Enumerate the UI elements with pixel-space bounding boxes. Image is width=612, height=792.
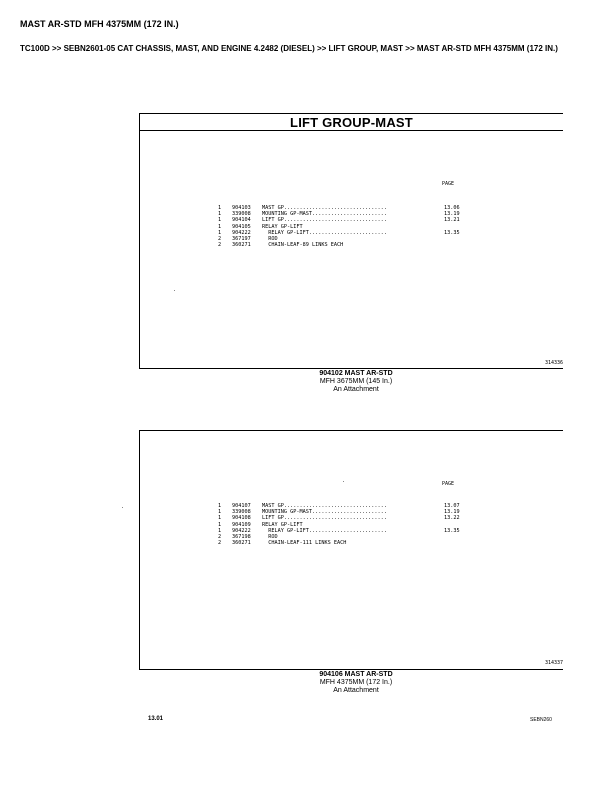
parts-row	[218, 540, 464, 546]
part-description: ROD	[262, 533, 278, 540]
page-ref: 13.35	[444, 229, 460, 236]
document-code: SEBN260	[530, 717, 552, 723]
part-description: MAST GP.................................	[262, 503, 387, 509]
part-description: RELAY GP-LIFT	[262, 521, 303, 528]
part-number: 367197	[232, 235, 251, 242]
page-ref	[444, 242, 464, 248]
page-ref: 13.07	[444, 503, 460, 509]
qty: 2	[218, 533, 222, 540]
parts-list	[218, 503, 464, 546]
lift-group-panel-a	[139, 113, 563, 369]
part-number: 904222	[232, 229, 251, 236]
caption-line: 904106 MAST AR-STD	[319, 671, 393, 678]
part-number: 367198	[232, 533, 251, 540]
caption-line: MFH 3675MM (145 In.)	[319, 378, 393, 385]
part-number: 904104	[232, 217, 251, 224]
qty: 1	[218, 211, 222, 218]
parts-row	[218, 242, 464, 248]
page-ref: 13.22	[444, 515, 460, 522]
page-ref: 13.19	[444, 509, 460, 516]
part-description: RELAY GP-LIFT.........................	[262, 229, 387, 236]
page-ref: 13.06	[444, 205, 460, 211]
part-description: CHAIN-LEAF-111 LINKS EACH	[262, 540, 347, 547]
qty: 1	[218, 503, 222, 509]
qty: 1	[218, 217, 222, 224]
qty: 1	[218, 223, 222, 230]
page-title: MAST AR-STD MFH 4375MM (172 IN.)	[20, 19, 179, 29]
qty: 2	[218, 242, 222, 249]
part-number: 904109	[232, 521, 251, 528]
part-description: LIFT GP.................................	[262, 217, 387, 224]
illustration-serial: 314336	[544, 360, 563, 366]
caption-line: MFH 4375MM (172 In.)	[319, 679, 393, 686]
part-number: 904222	[232, 527, 251, 534]
part-number: 904105	[232, 223, 251, 230]
qty: 1	[218, 515, 222, 522]
caption-line: 904102 MAST AR-STD	[319, 370, 393, 377]
illustration-serial: 314337	[544, 660, 563, 666]
caption-line: An Attachment	[333, 386, 379, 393]
scan-speck	[343, 481, 344, 482]
part-description: LIFT GP.................................	[262, 515, 387, 522]
panel-heading: LIFT GROUP-MAST	[140, 114, 563, 131]
parts-list	[218, 205, 464, 248]
qty: 2	[218, 540, 222, 547]
qty: 1	[218, 229, 222, 236]
part-number: 360271	[232, 540, 251, 547]
caption-line: An Attachment	[333, 687, 379, 694]
page-number: 13.01	[148, 716, 164, 722]
part-description: CHAIN-LEAF-89 LINKS EACH	[262, 242, 344, 249]
part-number: 904107	[232, 503, 251, 509]
page-ref: 13.21	[444, 217, 460, 224]
page-column-label: PAGE	[442, 181, 455, 187]
part-description: RELAY GP-LIFT	[262, 223, 303, 230]
part-number: 904108	[232, 515, 251, 522]
part-number: 904103	[232, 205, 251, 211]
qty: 1	[218, 509, 222, 516]
breadcrumb: TC100D >> SEBN2601-05 CAT CHASSIS, MAST, AND ENGINE 4.2482 (DIESEL) >> LIFT GROUP, MAST >> MAST AR-STD MFH 4375MM (172 IN.)	[20, 44, 558, 53]
part-description: ROD	[262, 235, 278, 242]
panel-caption	[300, 671, 412, 695]
part-number: 360271	[232, 242, 251, 249]
page-ref: 13.19	[444, 211, 460, 218]
scan-speck	[122, 507, 123, 508]
part-description: MOUNTING GP-MAST........................	[262, 509, 387, 516]
qty: 1	[218, 205, 222, 211]
part-description: RELAY GP-LIFT.........................	[262, 527, 387, 534]
page-ref	[444, 540, 464, 546]
lift-group-panel-b	[139, 430, 563, 670]
qty: 2	[218, 235, 222, 242]
page-ref: 13.35	[444, 527, 460, 534]
part-number: 339008	[232, 509, 251, 516]
part-description: MOUNTING GP-MAST........................	[262, 211, 387, 218]
scan-speck	[174, 290, 175, 291]
qty: 1	[218, 521, 222, 528]
part-description: MAST GP.................................	[262, 205, 387, 211]
page-column-label: PAGE	[442, 481, 455, 487]
panel-caption	[300, 370, 412, 394]
part-number: 339008	[232, 211, 251, 218]
qty: 1	[218, 527, 222, 534]
